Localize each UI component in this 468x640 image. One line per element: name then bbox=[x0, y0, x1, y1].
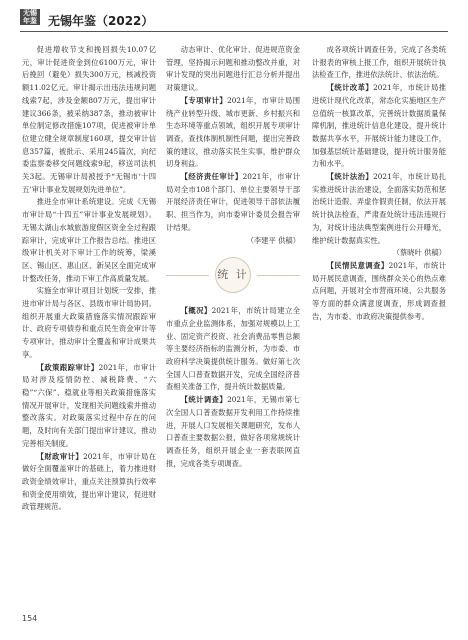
paragraph: 成各项统计调查任务，完成了各类统计报表的审核上报工作，组织开展统计执法检查工作，推进依法统计、依法治统。 bbox=[312, 45, 446, 80]
entry-heading: 【民情民意调查】 bbox=[326, 260, 389, 270]
entry-heading: 【概况】 bbox=[180, 306, 212, 316]
entry-heading: 【经济责任审计】 bbox=[180, 172, 243, 182]
entry-heading: 【政策跟踪审计】 bbox=[36, 362, 99, 372]
section-rule bbox=[257, 275, 300, 276]
paragraph: 促进增收节支和挽回损失10.07亿元，审计促进资金到位6100万元，审计后挽回（避免）损失300万元，核减投资额11.02亿元。审计揭示出违法违规问题线索7起，涉及金额807万元，提出审计建议366条，被采纳387条，推动被审计单位制定修改措施107项，促进被审计单位建立健全规章制度160项，提交审计信息357篇，被批示、采用245篇次，向纪委监察委移交问题线索9起，移送司法机关3起。无锡审计局被授予“无锡市‘十四五’审计事业发展规划先进单位”。 bbox=[22, 45, 156, 194]
entry-heading: 【财政审计】 bbox=[36, 451, 84, 461]
paragraph: 【统计改革】2021年，市统计局推进统计现代化改革，常态化实施地区生产总值统一核算改革，完善统计数据质量保障机制，推进统计信息化建设，提升统计数据共享水平，开展统计能力建设工作，加强基层统计基础建设，提升统计服务能力和水平。 bbox=[312, 83, 446, 169]
entry-heading: 【专项审计】 bbox=[180, 95, 228, 105]
paragraph: 【财政审计】2021年，市审计局在做好全面覆盖审计的基础上，着力推进财政资金绩效审计，重点关注预算执行效率和资金使用绩效，提出审计建议，促进财政管理规范。 bbox=[22, 451, 156, 512]
paragraph: 【概况】2021年，市统计局建立全市重点企业监测体系，加强对规模以上工业、固定资产投资、社会消费品零售总额等主要经济指标的监测分析，为市委、市政府科学决策提供统计服务。做好第七次全国人口普查数据开发，完成全国经济普查相关准备工作，提升统计数据质量。 bbox=[166, 306, 300, 392]
section-title: 统 计 bbox=[215, 257, 251, 293]
paragraph: 实施全市审计项目计划统一安排，推进市审计局与各区、县级市审计局协同。组织开展重大政策措施落实情况跟踪审计、政府专项债券和重点民生资金审计等专项审计，推动审计全覆盖和审计成果共享。 bbox=[22, 286, 156, 359]
paragraph: 【政策跟踪审计】2021年，市审计局对涉及疫情防控、减税降费、“六稳”“六保”、稳就业等相关政策措施落实情况开展审计，发现相关问题线索并推动整改落实。对政策落实过程中存在的问题，及时向有关部门提出审计建议，推动完善相关制度。 bbox=[22, 362, 156, 448]
section-heading bbox=[166, 251, 300, 299]
text-column-1 bbox=[22, 44, 156, 612]
entry-heading: 【统计调查】 bbox=[180, 395, 228, 405]
page-number: 154 bbox=[22, 614, 38, 623]
paragraph: 【统计法治】2021年，市统计局扎实推进统计法治建设，全面落实防范和惩治统计造假、弄虚作假责任制，依法开展统计执法检查，严肃查处统计违法违规行为，对统计违法典型案例进行公开曝光，维护统计数据真实性。 bbox=[312, 172, 446, 245]
paragraph: 【经济责任审计】2021年，市审计局对全市108个部门、单位主要领导干部开展经济责任审计，促进领导干部依法履职、担当作为，向市委审计委员会报告审计结果。 bbox=[166, 172, 300, 232]
paragraph: 推进全市审计系统建设。完成《无锡市审计局“十四五”审计事业发展规划》。无锡太湖山水城旅游度假区资金全过程跟踪审计，完成审计工作报告总结。推进区级审计机关对下审计工作的统筹，梁溪区、锡山区、惠山区、新吴区全面完成审计整改任务，推动下审工作高质量发展。 bbox=[22, 197, 156, 283]
book-title: 无锡年鉴（2022） bbox=[48, 14, 154, 28]
yearbook-logo: 无锡 年鉴 bbox=[20, 9, 40, 25]
paragraph: 【专项审计】2021年，市审计局围绕产业转型升级、城市更新、乡村振兴和生态环境等重点领域，组织开展专项审计调查，查找体制机制性问题，提出完善政策的建议，推动落实民生实事，维护群众切身利益。 bbox=[166, 95, 300, 169]
header-rule bbox=[20, 31, 448, 32]
text-column-2 bbox=[166, 44, 300, 612]
contributor-credit: （蔡晓叶 供稿） bbox=[392, 248, 446, 258]
section-rule bbox=[166, 275, 209, 276]
paragraph: 【统计调查】2021年，无锡市第七次全国人口普查数据开发利用工作持续推进，开展人口发展相关课题研究，发布人口普查主要数据公报，做好各项常规统计调查任务，组织开展企业一套表联网直报，完成各类专项调查。 bbox=[166, 395, 300, 468]
paragraph: 动态审计、优化审计、促进规范资金管理，坚持揭示问题和推动整改并重，对审计发现的突出问题进行汇总分析并提出对策建议。 bbox=[166, 45, 300, 93]
paragraph: 【民情民意调查】2021年，市统计局开展民意调查，围绕群众关心的热点难点问题，开展对全市营商环境、公共服务等方面的群众满意度调查，形成调查报告，为市委、市政府决策提供参考。 bbox=[312, 260, 446, 321]
text-column-3 bbox=[312, 44, 446, 612]
contributor-credit: （李建平 供稿） bbox=[246, 235, 300, 245]
entry-heading: 【统计改革】 bbox=[326, 83, 374, 93]
entry-heading: 【统计法治】 bbox=[326, 172, 374, 182]
page-header bbox=[0, 0, 468, 32]
